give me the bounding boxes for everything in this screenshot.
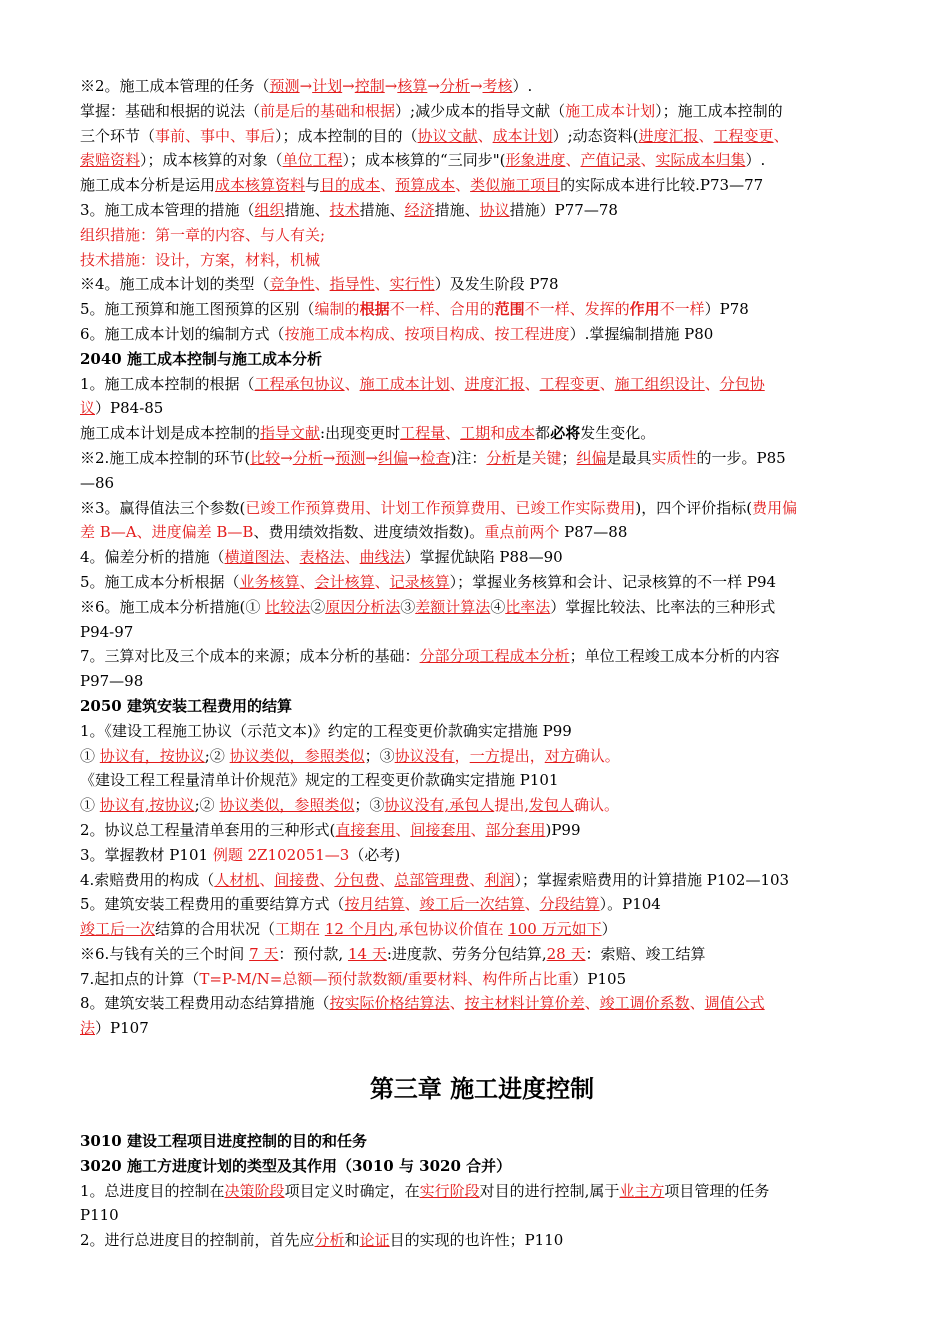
text-segment: 原因分析法 — [325, 597, 401, 616]
text-segment: 14 天 — [347, 944, 387, 963]
text-segment: 项目管理的任务 — [664, 1181, 770, 1200]
text-line-l25 — [80, 669, 884, 694]
text-segment: 、 — [299, 572, 315, 591]
text-segment: 28 天 — [546, 944, 586, 963]
text-segment: 、 — [698, 126, 714, 145]
text-segment: 协议 — [479, 200, 510, 219]
text-segment: 8。建筑安装工程费用动态结算措施（ — [80, 994, 330, 1013]
text-segment: 1。总进度目的控制在 — [80, 1181, 225, 1200]
text-segment: 7。三算对比及三个成本的来源；成本分析的基础： — [80, 647, 420, 666]
text-segment: 都 — [535, 424, 551, 443]
text-line-l37 — [80, 967, 884, 992]
text-segment: 确认。 — [574, 746, 620, 765]
text-segment: ）；成本核算的“三同步"( — [342, 151, 506, 170]
text-segment: T=P-M/N=总额—预付款数额/重要材料、构件所占比重 — [199, 969, 573, 988]
text-segment: 成本核算资料 — [215, 176, 306, 195]
text-segment: )，四个评价指标( — [635, 498, 753, 517]
text-segment: ※3。赢得值法三个参数( — [80, 498, 246, 517]
text-segment: 、 — [374, 275, 390, 294]
text-segment: 5。施工成本分析根据（ — [80, 572, 240, 591]
text-segment: 结算的合用状况（ — [155, 920, 276, 939]
text-segment: 业主方 — [619, 1181, 665, 1200]
text-segment: 产值记录 — [580, 151, 641, 170]
text-segment: ③ — [400, 597, 416, 616]
text-segment: 、 — [314, 275, 330, 294]
text-line-l33 — [80, 868, 884, 893]
text-segment: 、 — [455, 176, 471, 195]
text-segment: 总部管理费 — [394, 870, 470, 889]
text-segment: 工期在 — [275, 920, 325, 939]
text-segment: 曲线法 — [359, 548, 405, 567]
text-segment: 目的成本 — [320, 176, 381, 195]
text-line-l15 — [80, 421, 884, 446]
text-line-l7 — [80, 223, 884, 248]
text-line-l43 — [80, 1203, 884, 1228]
text-segment: 单位工程 — [282, 151, 343, 170]
text-segment: P87—88 — [559, 523, 628, 542]
text-segment: 议 — [80, 399, 96, 418]
text-segment: 预测 — [335, 448, 366, 467]
text-segment: 2。协议总工程量清单套用的三种形式( — [80, 820, 336, 839]
text-segment: 3。施工成本管理的措施（ — [80, 200, 255, 219]
text-segment: P110 — [80, 1206, 119, 1225]
text-segment: 、 — [374, 572, 390, 591]
text-line-l24 — [80, 644, 884, 669]
text-line-l29 — [80, 768, 884, 793]
text-segment: 4。偏差分析的措施（ — [80, 548, 225, 567]
text-segment: 、 — [773, 126, 789, 145]
text-segment: 施工成本计划 — [565, 101, 656, 120]
text-line-l27 — [80, 719, 884, 744]
text-line-l21 — [80, 570, 884, 595]
text-segment: ）. — [512, 77, 533, 95]
text-segment: 组织 — [254, 200, 285, 219]
text-segment: 索赔资料 — [80, 151, 141, 170]
text-segment: 间接费 — [274, 870, 320, 889]
text-segment: 协议有,按协议 — [99, 796, 195, 815]
text-segment: 形象进度 — [505, 151, 566, 170]
text-segment: 比率法 — [505, 597, 551, 616]
text-segment: 施工成本计划 — [359, 374, 450, 393]
text-segment: 、 — [319, 870, 335, 889]
text-segment: 关键 — [531, 448, 562, 467]
section-heading-l26 — [80, 694, 884, 719]
text-segment: ）P84-85 — [95, 399, 164, 418]
text-segment: 、 — [704, 374, 720, 393]
text-segment: 核算 — [397, 77, 428, 95]
text-line-l19 — [80, 520, 884, 545]
text-segment: 确认。 — [574, 796, 620, 815]
text-line-l30 — [80, 793, 884, 818]
text-segment: P94-97 — [80, 622, 134, 641]
text-segment: 法 — [80, 1019, 96, 1038]
text-segment: 发包人 — [528, 796, 574, 815]
text-segment: 组织措施：第一章的内容、与人有关; — [80, 225, 326, 244]
text-segment: 提出, — [494, 796, 529, 815]
text-segment: 、 — [344, 548, 360, 567]
text-segment: 表格法 — [299, 548, 345, 567]
text-segment: ※2.施工成本控制的环节( — [80, 448, 251, 467]
text-segment: ， — [454, 746, 470, 765]
text-segment: 进度汇报 — [464, 374, 525, 393]
text-segment: 不一样、合用的 — [389, 300, 495, 319]
text-segment: 分段结算 — [539, 895, 600, 914]
text-segment: 、 — [584, 994, 600, 1013]
text-segment: 会计核算 — [314, 572, 375, 591]
text-segment: 协议文献 — [417, 126, 478, 145]
text-segment: 考核 — [482, 77, 513, 95]
text-segment: ）;减少成本的指导文献（ — [395, 101, 566, 120]
text-segment: )P99 — [545, 820, 581, 839]
text-segment: ② — [310, 597, 326, 616]
text-segment: 一方 — [469, 746, 500, 765]
text-line-l17 — [80, 471, 884, 496]
text-segment: 间接套用 — [410, 820, 471, 839]
text-line-l28 — [80, 744, 884, 769]
text-segment: ※6.与钱有关的三个时间 — [80, 944, 250, 963]
text-segment: 7 天 — [249, 944, 279, 963]
text-line-l16 — [80, 446, 884, 471]
text-segment: 提出， — [499, 746, 545, 765]
text-segment: ）P107 — [95, 1019, 149, 1038]
text-segment: ）P105 — [572, 969, 627, 988]
text-segment: 4.索赔费用的构成（ — [80, 870, 215, 889]
text-segment: 类似施工项目 — [470, 176, 561, 195]
text-segment: ）. — [745, 151, 766, 170]
text-segment: 、 — [380, 176, 396, 195]
text-segment: ；③ — [364, 746, 395, 765]
text-segment: → — [407, 448, 421, 467]
text-line-l23 — [80, 620, 884, 645]
text-segment: 和 — [344, 1231, 360, 1250]
text-segment: ； — [561, 448, 577, 467]
text-line-l32 — [80, 843, 884, 868]
text-segment: 决策阶段 — [224, 1181, 285, 1200]
text-segment: ：预付款, — [278, 944, 348, 963]
text-segment: 施工成本分析是运用 — [80, 176, 216, 195]
text-segment: ,承包协议价值在 — [393, 920, 509, 939]
text-segment: 、 — [524, 895, 540, 914]
text-segment: ）;动态资料( — [552, 126, 639, 145]
text-segment: 三个环节（ — [80, 126, 156, 145]
text-segment: 预测 — [269, 77, 300, 95]
text-segment: 计划 — [312, 77, 343, 95]
text-segment: 纠偏 — [377, 448, 408, 467]
text-segment: 措施、 — [359, 200, 405, 219]
text-segment: 不一样 — [659, 300, 705, 319]
text-segment: ）；掌握索赔费用的计算措施 P102—103 — [514, 870, 790, 889]
text-segment: 工期 — [460, 424, 491, 443]
text-segment: ① — [80, 796, 100, 815]
text-segment: 分析 — [486, 448, 517, 467]
text-segment: P97—98 — [80, 672, 144, 691]
text-segment: ① — [80, 746, 100, 765]
text-segment: 分包费 — [334, 870, 380, 889]
text-line-l2 — [80, 99, 884, 124]
text-segment: 竞争性 — [269, 275, 315, 294]
text-segment: 5。建筑安装工程费用的重要结算方式（ — [80, 895, 345, 914]
text-line-l39 — [80, 1016, 884, 1041]
text-segment: 编制的 — [314, 300, 360, 319]
text-segment: ）；掌握业务核算和会计、记录核算的不一样 P94 — [449, 572, 777, 591]
text-segment: 分部分项工程成本分析 — [419, 647, 570, 666]
text-segment: 论证 — [359, 1231, 390, 1250]
text-segment: 实际成本归集 — [655, 151, 746, 170]
text-line-l42 — [80, 1179, 884, 1204]
text-line-l44 — [80, 1228, 884, 1253]
text-line-l31 — [80, 818, 884, 843]
text-segment: 、 — [470, 820, 486, 839]
text-segment: 目的实现的也许性；P110 — [389, 1231, 564, 1250]
text-segment: 按施工成本构成、按项目构成、按工程进度 — [284, 324, 570, 343]
text-segment: ：索赔、竣工结算 — [585, 944, 706, 963]
text-segment: ;② — [204, 746, 230, 765]
text-segment: 和 — [490, 424, 506, 443]
text-segment: 、 — [259, 870, 275, 889]
text-segment: 例题 2Z102051—3 — [212, 845, 350, 864]
text-segment: 作用 — [629, 300, 660, 319]
text-segment: 的实际成本进行比较.P73—77 — [560, 176, 764, 195]
text-segment: 工程量 — [400, 424, 446, 443]
text-segment: 进度汇报 — [638, 126, 699, 145]
text-segment: 3020 施工方进度计划的类型及其作用（3010 与 3020 合并） — [80, 1156, 512, 1175]
chapter-title-ch3 — [80, 1071, 884, 1107]
text-segment: 部分套用 — [485, 820, 546, 839]
text-segment: 比较 — [250, 448, 281, 467]
text-segment: 利润 — [484, 870, 515, 889]
text-segment: 、 — [344, 374, 360, 393]
section-heading-l12 — [80, 347, 884, 372]
text-segment: ）P78 — [704, 300, 749, 319]
text-segment: :出现变更时 — [320, 424, 401, 443]
text-segment: 7.起扣点的计算（ — [80, 969, 200, 988]
text-segment: 直接套用 — [335, 820, 396, 839]
text-segment: 按月结算 — [344, 895, 405, 914]
text-segment: 分析 — [439, 77, 470, 95]
text-segment: 与 — [305, 176, 321, 195]
text-segment: ;② — [194, 796, 220, 815]
text-segment: 不一样、发挥的 — [524, 300, 630, 319]
text-segment: 竣工后一次 — [80, 920, 156, 939]
text-segment: 差 B—A、进度偏差 B—B — [80, 523, 254, 542]
text-line-l8 — [80, 248, 884, 273]
text-segment: 实行性 — [389, 275, 435, 294]
text-segment: → — [280, 448, 293, 467]
text-segment: 、 — [524, 374, 540, 393]
text-segment: ）；成本控制的目的（ — [275, 126, 418, 145]
text-segment: ※2。施工成本管理的任务（ — [80, 77, 270, 95]
text-line-l4 — [80, 148, 884, 173]
text-segment: 项目定义时确定，在 — [284, 1181, 420, 1200]
text-segment: 2050 建筑安装工程费用的结算 — [80, 696, 292, 715]
text-segment: 对目的进行控制,属于 — [479, 1181, 620, 1200]
text-segment: ；单位工程竣工成本分析的内容 — [569, 647, 780, 666]
text-segment: 按主材料计算价差 — [464, 994, 585, 1013]
text-segment: 横道图法 — [224, 548, 285, 567]
text-segment: ） — [601, 920, 617, 939]
text-segment: 2。进行总进度目的控制前，首先应 — [80, 1231, 315, 1250]
text-segment: 施工成本计划是成本控制的 — [80, 424, 261, 443]
text-segment: 、 — [599, 374, 615, 393]
text-segment: 调值公式 — [704, 994, 765, 1013]
text-segment: → — [469, 77, 483, 95]
text-segment: 第三章 施工进度控制 — [369, 1074, 595, 1104]
text-segment: 、 — [404, 895, 420, 914]
text-segment: 控制 — [354, 77, 385, 95]
text-segment: 工程变更 — [539, 374, 600, 393]
text-segment: 记录核算 — [389, 572, 450, 591]
text-segment: 措施）P77—78 — [509, 200, 618, 219]
text-segment: 5。施工预算和施工图预算的区别（ — [80, 300, 315, 319]
text-segment: 事前、事中、事后 — [155, 126, 276, 145]
text-line-l6 — [80, 198, 884, 223]
text-segment: ）掌握优缺陷 P88—90 — [404, 548, 563, 567]
text-segment: 、 — [449, 374, 465, 393]
text-segment: ）掌握比较法、比率法的三种形式 — [550, 597, 776, 616]
text-segment: → — [342, 77, 355, 95]
text-segment: 协议没有 — [394, 746, 455, 765]
text-line-l13 — [80, 372, 884, 397]
text-segment: 发生变化。 — [580, 424, 656, 443]
text-segment: 前是后的基础和根据 — [260, 101, 396, 120]
text-segment: 实行阶段 — [419, 1181, 480, 1200]
section-heading-l40 — [80, 1129, 884, 1154]
text-segment: 工程变更 — [713, 126, 774, 145]
text-segment: → — [299, 77, 313, 95]
section-heading-l41 — [80, 1154, 884, 1179]
text-segment: 指导文献 — [260, 424, 321, 443]
text-segment: 、 — [284, 548, 300, 567]
text-line-l18 — [80, 496, 884, 521]
text-segment: → — [365, 448, 378, 467]
text-segment: ※6。施工成本分析措施(① — [80, 597, 266, 616]
text-segment: 、 — [477, 126, 493, 145]
text-segment: 已竣工作预算费用、计划工作预算费用、已竣工作实际费用 — [245, 498, 636, 517]
text-segment: )注： — [450, 448, 487, 467]
text-segment: ※4。施工成本计划的类型（ — [80, 275, 270, 294]
text-segment: 措施、 — [434, 200, 480, 219]
text-segment: 检查 — [420, 448, 451, 467]
text-segment: 、 — [449, 994, 465, 1013]
text-segment: 竣工调价系数 — [599, 994, 690, 1013]
text-segment: 技术 — [329, 200, 360, 219]
text-segment: 成本 — [505, 424, 536, 443]
text-line-l14 — [80, 396, 884, 421]
text-line-l11 — [80, 322, 884, 347]
text-line-l36 — [80, 942, 884, 967]
text-segment: → — [322, 448, 336, 467]
text-segment: 差额计算法 — [415, 597, 491, 616]
text-segment: 人材机 — [214, 870, 260, 889]
text-segment: 按实际价格结算法 — [329, 994, 450, 1013]
text-segment: 比较法 — [265, 597, 311, 616]
text-segment: 必将 — [550, 424, 581, 443]
text-segment: —86 — [80, 473, 115, 492]
text-segment: 分析 — [314, 1231, 345, 1250]
text-segment: 分析 — [292, 448, 323, 467]
text-segment: 对方 — [544, 746, 575, 765]
text-segment: 3010 建设工程项目进度控制的目的和任务 — [80, 1132, 367, 1151]
text-segment: 范围 — [494, 300, 525, 319]
text-line-l1 — [80, 74, 884, 99]
text-segment: 工程承包协议 — [254, 374, 345, 393]
text-line-l34 — [80, 892, 884, 917]
text-segment: 掌握：基础和根据的说法（ — [80, 101, 261, 120]
text-segment: ）；施工成本控制的 — [655, 101, 783, 120]
text-line-l22 — [80, 595, 884, 620]
text-segment: → — [427, 77, 440, 95]
text-segment: 分包协 — [719, 374, 765, 393]
text-segment: 是 — [516, 448, 532, 467]
text-segment: ）.掌握编制措施 P80 — [569, 324, 714, 343]
text-segment: 《建设工程工程量清单计价规范》规定的工程变更价款确实定措施 P101 — [80, 771, 559, 790]
text-segment: 纠偏 — [576, 448, 607, 467]
text-segment: 经济 — [404, 200, 435, 219]
text-segment: 费用偏 — [752, 498, 798, 517]
text-segment: ）及发生阶段 P78 — [434, 275, 559, 294]
text-segment: 3。掌握教材 P101 — [80, 845, 213, 864]
text-segment: 6。施工成本计划的编制方式（ — [80, 324, 285, 343]
text-segment: ）。P104 — [599, 895, 661, 914]
text-segment: 、 — [469, 870, 485, 889]
text-segment: 重点前两个 — [484, 523, 560, 542]
text-segment: ）；成本核算的对象（ — [140, 151, 283, 170]
text-segment: 是最具 — [606, 448, 652, 467]
text-segment: 措施、 — [284, 200, 330, 219]
text-segment: ④ — [490, 597, 506, 616]
text-segment: 、 — [565, 151, 581, 170]
text-segment: 2040 施工成本控制与施工成本分析 — [80, 349, 322, 368]
text-segment: 技术措施：设计，方案，材料，机械 — [80, 250, 321, 269]
text-segment: 、 — [689, 994, 705, 1013]
text-line-l38 — [80, 991, 884, 1016]
text-segment: 实质性 — [651, 448, 697, 467]
text-segment: → — [384, 77, 398, 95]
text-segment: 、 — [395, 820, 411, 839]
text-segment: :进度款、劳务分包结算, — [386, 944, 547, 963]
text-segment: 、 — [445, 424, 461, 443]
text-segment: 1。施工成本控制的根据（ — [80, 374, 255, 393]
text-segment: 的一步。P85 — [696, 448, 786, 467]
text-line-l10 — [80, 297, 884, 322]
text-line-l5 — [80, 173, 884, 198]
text-segment: 施工组织设计 — [614, 374, 705, 393]
text-segment: 1。《建设工程施工协议（示范文本)》约定的工程变更价款确实定措施 P99 — [80, 721, 572, 740]
text-segment: 、 — [640, 151, 656, 170]
text-line-l35 — [80, 917, 884, 942]
text-segment: ；③ — [354, 796, 385, 815]
text-segment: 根据 — [359, 300, 390, 319]
text-segment: 成本计划 — [492, 126, 553, 145]
text-segment: 协议类似，参照类似 — [219, 796, 355, 815]
text-segment: 竣工后一次结算 — [419, 895, 525, 914]
text-line-l3 — [80, 124, 884, 149]
text-segment: 协议类似，参照类似 — [229, 746, 365, 765]
text-segment: 、 — [379, 870, 395, 889]
text-segment: 、费用绩效指数、进度绩效指数)。 — [253, 523, 485, 542]
text-line-l9 — [80, 272, 884, 297]
text-segment: 指导性 — [329, 275, 375, 294]
text-segment: 业务核算 — [239, 572, 300, 591]
text-segment: 100 万元如下 — [508, 920, 602, 939]
text-line-l20 — [80, 545, 884, 570]
text-segment: 协议有，按协议 — [99, 746, 205, 765]
text-segment: （必考) — [349, 845, 401, 864]
text-segment: 预算成本 — [395, 176, 456, 195]
text-segment: 协议没有,承包人 — [384, 796, 495, 815]
text-segment: 12 个月内 — [324, 920, 394, 939]
